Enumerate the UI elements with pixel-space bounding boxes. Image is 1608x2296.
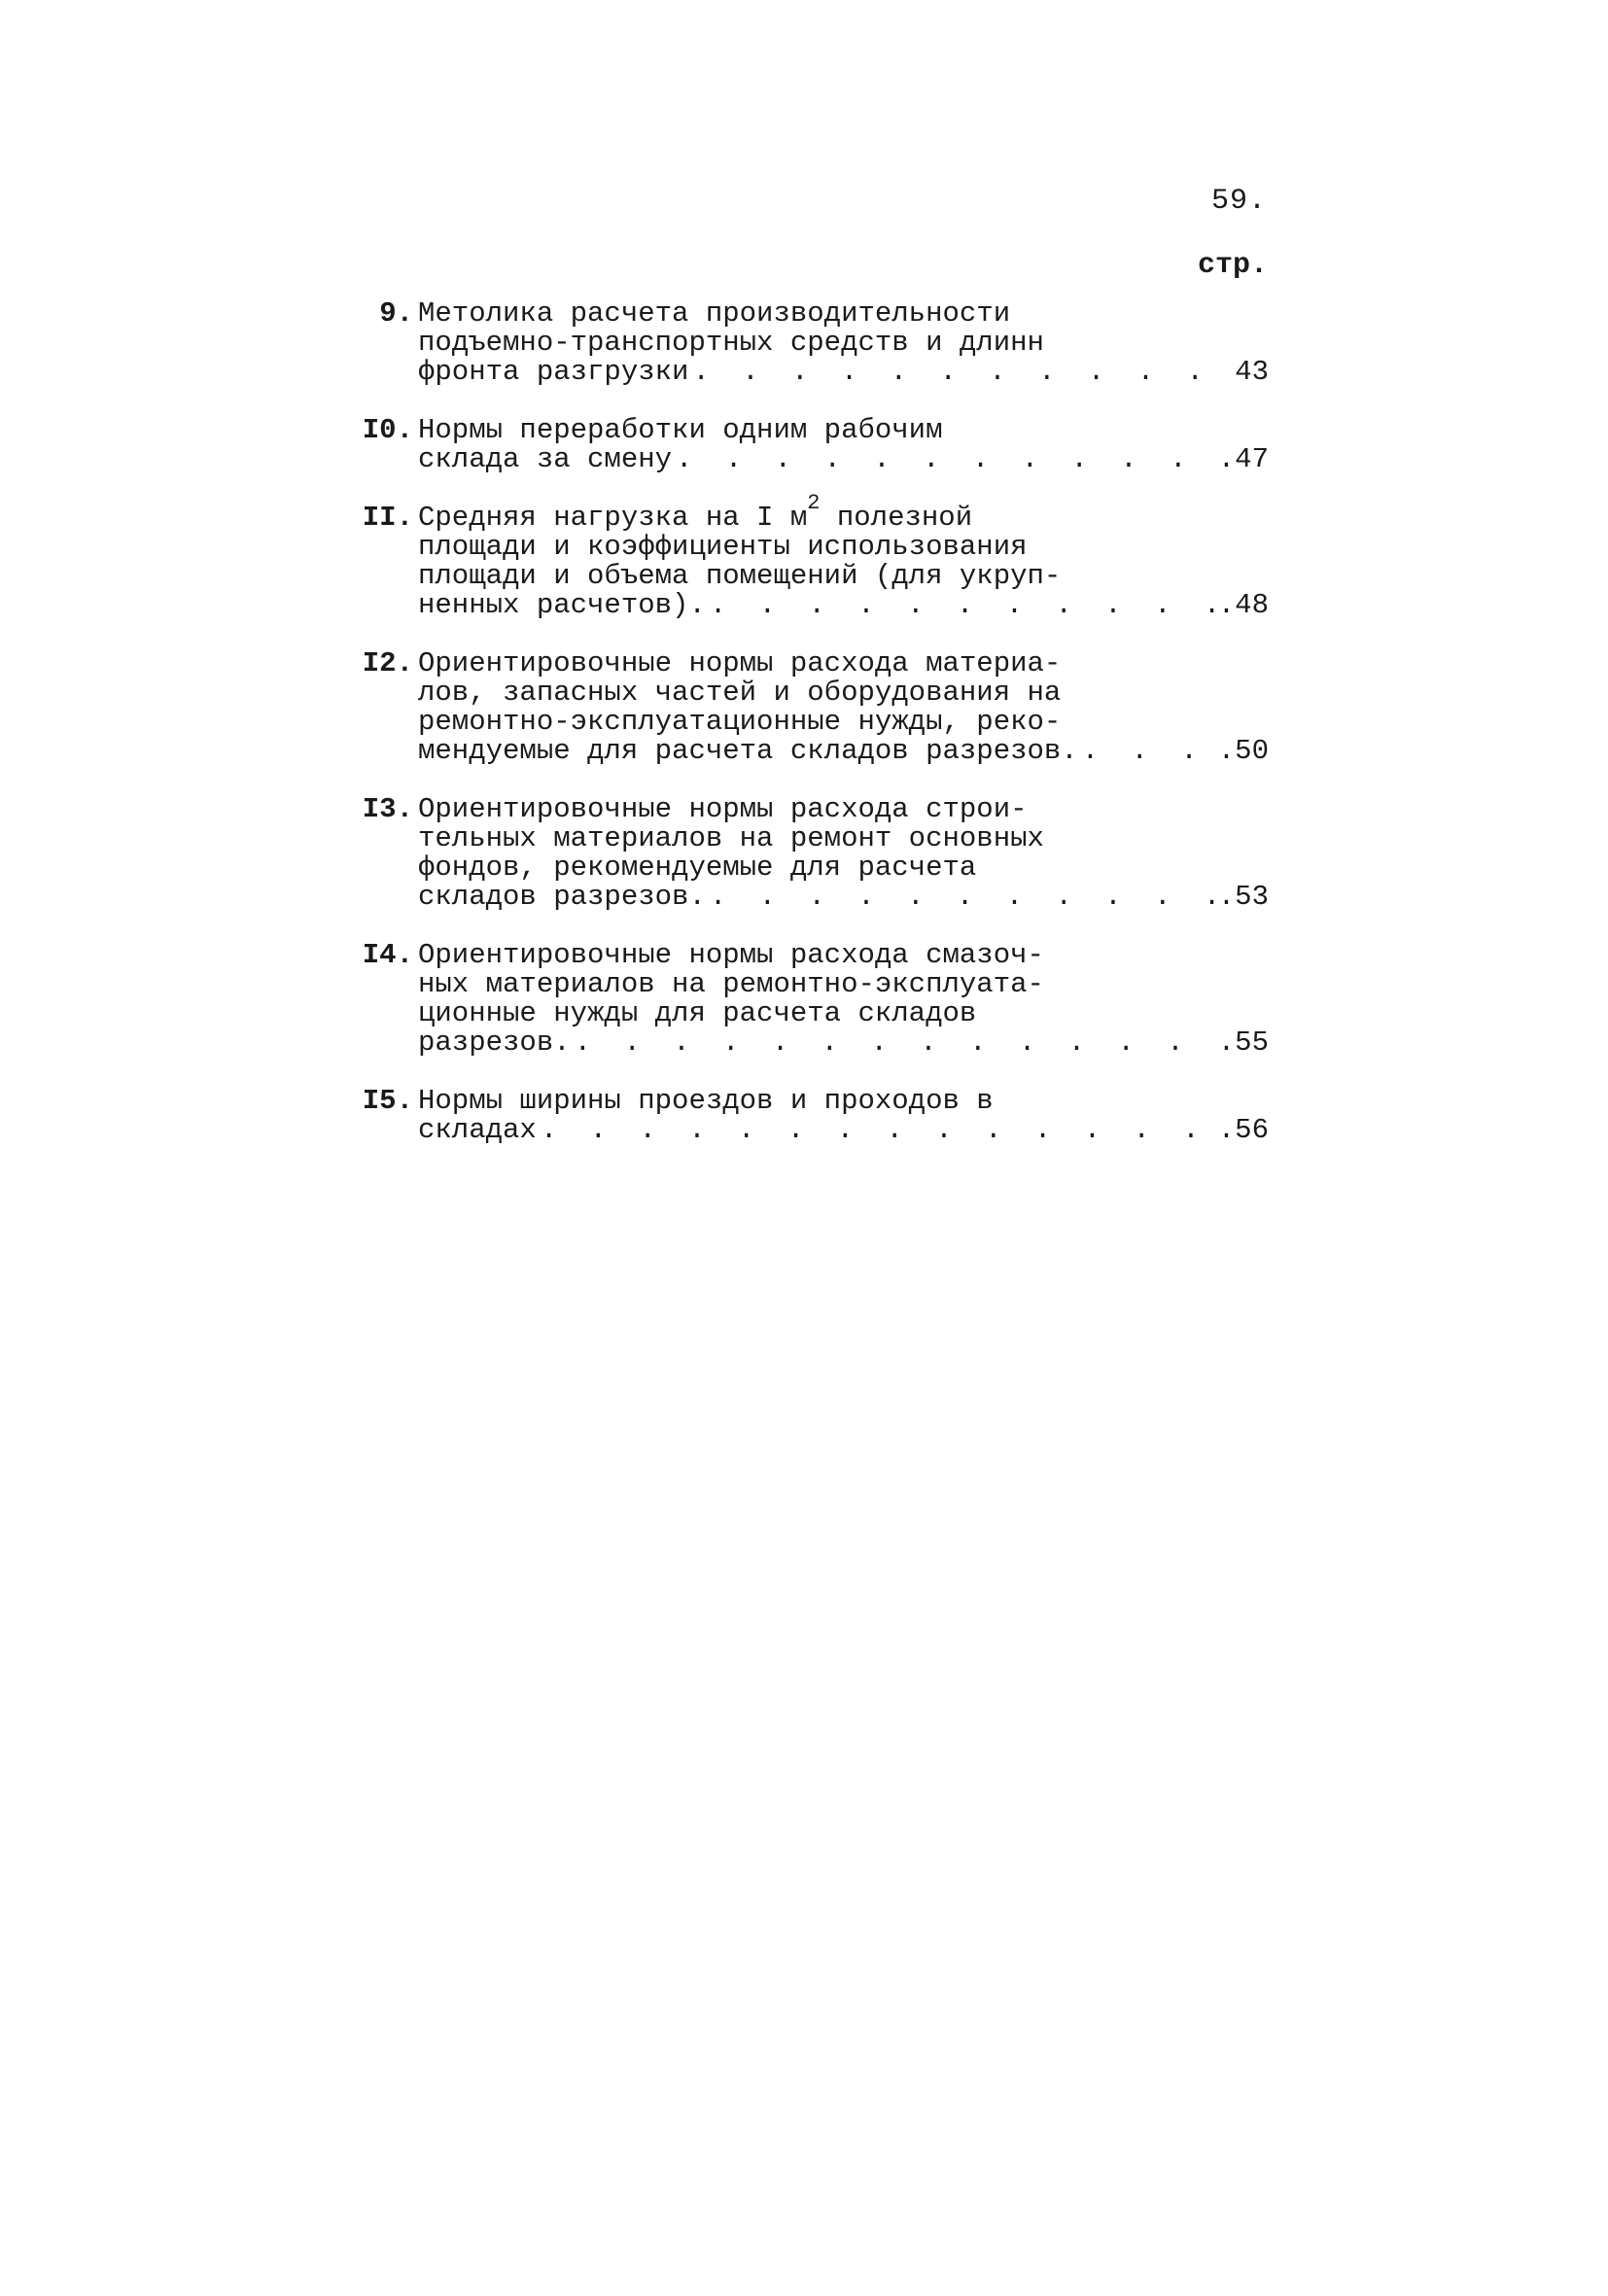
- entry-line: Нормы переработки одним рабочим: [418, 414, 943, 446]
- entry-text: [418, 299, 1269, 387]
- entry-line: склада за смену: [418, 443, 673, 475]
- entry-last-line: [418, 1116, 1269, 1145]
- dot-leader: [710, 883, 1214, 912]
- entry-text: [418, 416, 1269, 474]
- entry-line: лов, запасных частей и оборудования на: [418, 677, 1062, 709]
- entry-line-text: полезной: [820, 502, 973, 534]
- entry-line: складах: [418, 1114, 537, 1146]
- entry-page: .47: [1217, 443, 1269, 475]
- entry-last-line: [418, 445, 1269, 474]
- toc-entry: [345, 416, 1269, 474]
- entry-last-line: [418, 1028, 1269, 1058]
- entry-line: ционные нужды для расчета складов: [418, 997, 977, 1029]
- dot-leader: [710, 591, 1214, 620]
- entry-text: [418, 491, 1269, 621]
- dot-leader: [541, 1116, 1214, 1145]
- table-of-contents: [345, 299, 1269, 1172]
- entry-last-line: [418, 591, 1269, 620]
- entry-line: Нормы ширины проездов и проходов в: [418, 1085, 994, 1117]
- superscript: 2: [807, 491, 821, 516]
- page-column-label: стр.: [1198, 249, 1269, 282]
- entry-page: .56: [1217, 1114, 1269, 1146]
- entry-number: II.: [362, 502, 413, 534]
- entry-page: .53: [1217, 881, 1269, 913]
- entry-text: [418, 795, 1269, 912]
- dot-leader: [676, 445, 1214, 474]
- entry-last-line: [418, 883, 1269, 912]
- entry-line: подъемно-транспортных средств и длинн: [418, 327, 1044, 359]
- entry-text: [418, 1087, 1269, 1145]
- toc-entry: [345, 941, 1269, 1058]
- entry-line: ных материалов на ремонтно-эксплуата-: [418, 968, 1044, 1000]
- entry-number: 9.: [379, 297, 413, 330]
- entry-line: площади и коэффициенты использования: [418, 531, 1028, 563]
- entry-number: I2.: [362, 647, 413, 679]
- entry-line: фондов, рекомендуемые для расчета: [418, 852, 977, 884]
- toc-entry: [345, 491, 1269, 621]
- entry-page: .55: [1217, 1026, 1269, 1059]
- entry-line: ненных расчетов).: [418, 589, 706, 621]
- entry-number: I0.: [362, 414, 413, 446]
- entry-page: 43: [1235, 356, 1269, 388]
- dot-leader: [575, 1028, 1214, 1058]
- dot-leader: [1082, 737, 1214, 766]
- entry-line: Ориентировочные нормы расхода материа-: [418, 647, 1062, 679]
- entry-line: Ориентировочные нормы расхода смазоч-: [418, 939, 1044, 971]
- page-number: 59.: [1211, 185, 1268, 218]
- entry-number: I5.: [362, 1085, 413, 1117]
- entry-line: Метолика расчета производительности: [418, 297, 1011, 330]
- dot-leader: [692, 358, 1216, 387]
- entry-page: .48: [1217, 589, 1269, 621]
- entry-line: разрезов.: [418, 1026, 571, 1059]
- entry-line: фронта разгрузки: [418, 356, 689, 388]
- entry-line: тельных материалов на ремонт основных: [418, 822, 1044, 854]
- entry-number: I4.: [362, 939, 413, 971]
- entry-last-line: [418, 358, 1269, 387]
- entry-line-text: Средняя нагрузка на I м: [418, 502, 808, 534]
- entry-line: [418, 491, 1269, 534]
- entry-text: [418, 941, 1269, 1058]
- entry-line: ремонтно-эксплуатационные нужды, реко-: [418, 706, 1062, 738]
- entry-text: [418, 649, 1269, 766]
- entry-line: складов разрезов.: [418, 881, 706, 913]
- toc-entry: [345, 649, 1269, 766]
- entry-line: площади и объема помещений (для укруп-: [418, 560, 1062, 592]
- toc-entry: [345, 299, 1269, 387]
- entry-last-line: [418, 737, 1269, 766]
- entry-line: мендуемые для расчета складов разрезов.: [418, 735, 1078, 767]
- toc-entry: [345, 795, 1269, 912]
- toc-entry: [345, 1087, 1269, 1145]
- entry-line: Ориентировочные нормы расхода строи-: [418, 793, 1028, 825]
- entry-number: I3.: [362, 793, 413, 825]
- entry-page: .50: [1217, 735, 1269, 767]
